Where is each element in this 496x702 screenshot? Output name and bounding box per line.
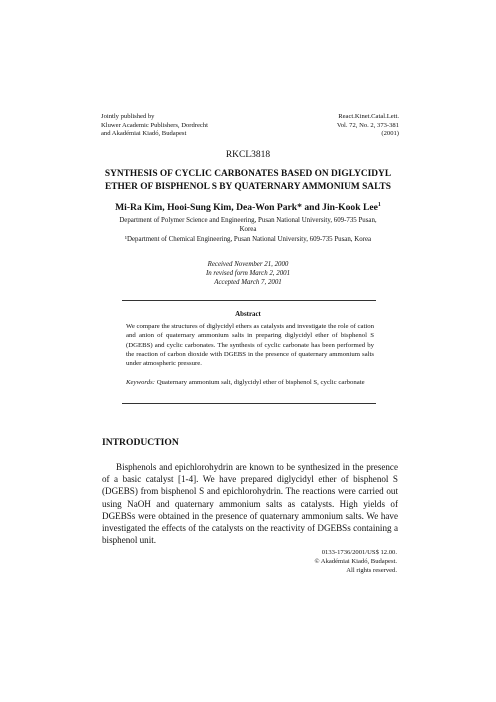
author-list xyxy=(70,202,426,213)
paper-title xyxy=(80,168,416,193)
journal-citation-block xyxy=(239,113,399,139)
paper-code: RKCL3818 xyxy=(225,150,271,160)
affiliation-1 xyxy=(84,216,412,234)
abstract-text: We compare the structures of diglycidyl ethers as catalysts and investigate the role of cation and anion of quaternary ammonium salts in preparing diglycidyl ether of bisphenol S (DGEBS) and cyclic carbonates. The synthesis of cyclic carbonate has been performed by the reaction of carbon dioxide with DGEBS in the presence of quaternary ammonium salts under atmospheric pressure. xyxy=(126,323,374,368)
publisher-line: Kluwer Academic Publishers, Dordrecht xyxy=(101,121,208,129)
citation-line: Vol. 72, No. 2, 373-381 xyxy=(336,121,399,129)
introduction-paragraph: Bisphenols and epichlorohydrin are known to be synthesized in the presence of a basic catalyst [1-4]. We have prepared diglycidyl ether of bisphenol S (DGEBS) from bisphenol S and epichlorohydrin. The reactions were carried out using NaOH and quaternary ammonium salts as catalysts. High yields of DGEBSs were obtained in the presence of quaternary ammonium salts. We have investigated the effects of the catalysts on the reactivity of DGEBSs containing a bisphenol unit. xyxy=(102,462,398,546)
copyright-line: 0133-1736/2001/US$ 12.00. xyxy=(321,549,397,556)
citation-line: React.Kinet.Catal.Lett. xyxy=(338,113,399,120)
affiliation-line: Korea xyxy=(239,226,257,233)
affiliation-2: ¹Department of Chemical Engineering, Pusan National University, 609-735 Pusan, Korea xyxy=(124,236,372,243)
received-date: Received November 21, 2000 xyxy=(207,261,289,268)
abstract-top-rule xyxy=(122,300,376,301)
abstract-bottom-rule xyxy=(122,403,376,404)
introduction-heading: INTRODUCTION xyxy=(102,437,179,448)
keywords xyxy=(126,378,374,387)
journal-publisher-block xyxy=(101,113,261,139)
publisher-line: Jointly published by xyxy=(101,113,155,120)
publisher-line: and Akadémiai Kiadó, Budapest xyxy=(101,130,187,138)
citation-line: (2001) xyxy=(381,130,399,138)
copyright-notice xyxy=(197,548,397,576)
copyright-line: All rights reserved. xyxy=(346,567,397,575)
keywords-label: Keywords: xyxy=(126,379,155,386)
title-line: ETHER OF BISPHENOL S BY QUATERNARY AMMONIUM SALTS xyxy=(105,181,391,192)
abstract-heading: Abstract xyxy=(235,311,261,318)
keywords-text: Quaternary ammonium salt, diglycidyl ether of bisphenol S, cyclic carbonate xyxy=(155,379,365,386)
affiliation-line: Department of Polymer Science and Engineering, Pusan National University, 609-735 Pusan, xyxy=(119,217,377,224)
accepted-date: Accepted March 7, 2001 xyxy=(214,279,282,286)
author-names: Mi-Ra Kim, Hooi-Sung Kim, Dea-Won Park* and Jin-Kook Lee xyxy=(115,202,378,214)
revised-date: In revised form March 2, 2001 xyxy=(205,270,291,277)
copyright-line: © Akadémiai Kiadó, Budapest. xyxy=(314,558,397,566)
author-superscript: 1 xyxy=(377,202,381,208)
submission-dates xyxy=(0,260,496,287)
title-line: SYNTHESIS OF CYCLIC CARBONATES BASED ON DIGLYCIDYL xyxy=(104,169,392,179)
